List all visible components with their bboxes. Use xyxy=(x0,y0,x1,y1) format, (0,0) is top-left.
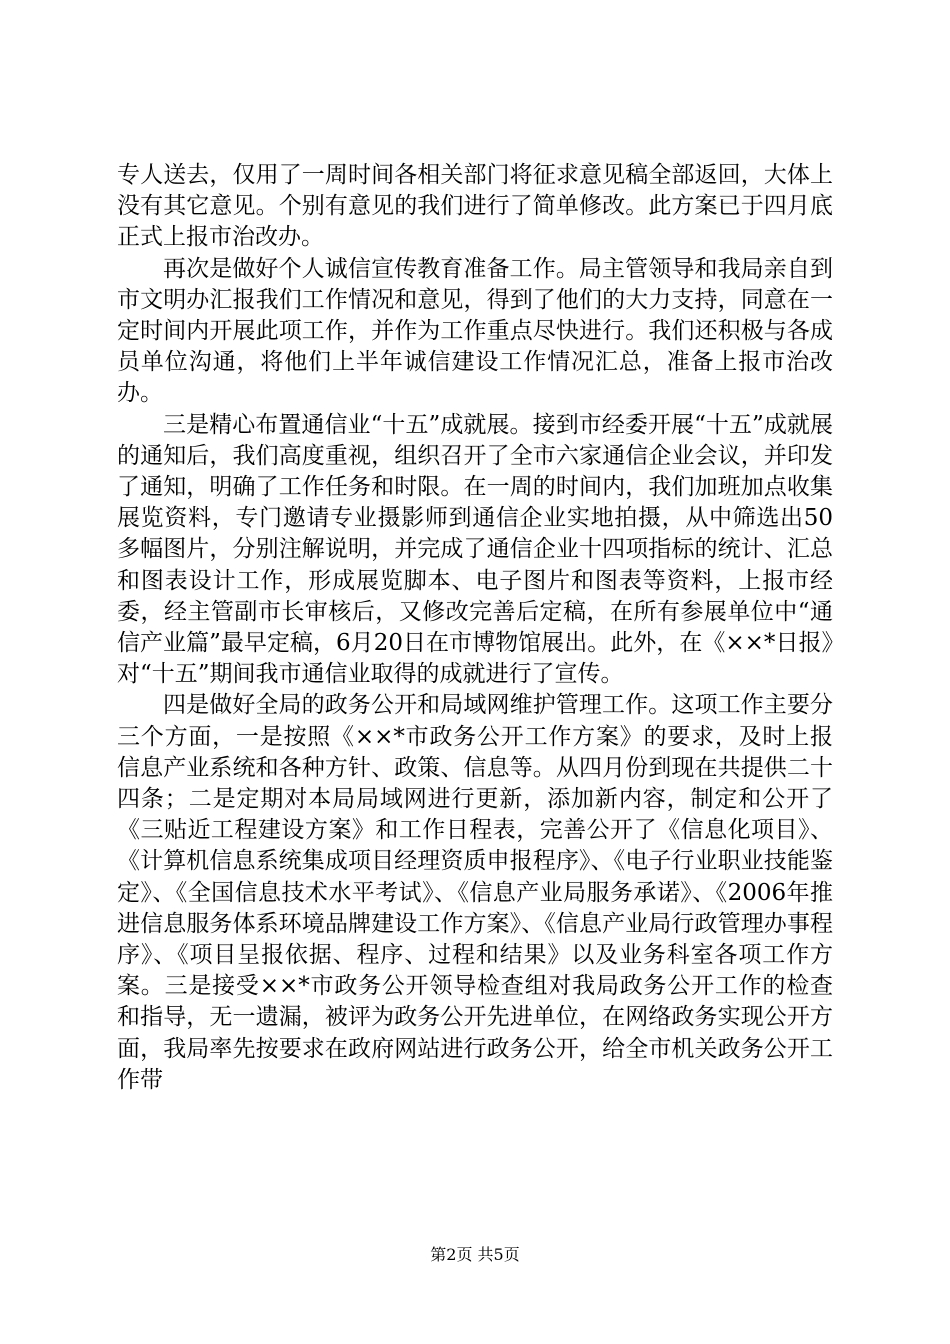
paragraph-integrity-education: 再次是做好个人诚信宣传教育准备工作。局主管领导和我局亲自到市文明办汇报我们工作情况和意见，得到了他们的大力支持，同意在一定时间内开展此项工作，并作为工作重点尽快进行。我们还积极与各成员单位沟通，将他们上半年诚信建设工作情况汇总，准备上报市治改办。 xyxy=(117,255,833,407)
document-body xyxy=(117,160,833,1096)
page-number-footer: 第2页 共5页 xyxy=(430,1245,520,1264)
paragraph-government-affairs: 四是做好全局的政务公开和局域网维护管理工作。这项工作主要分三个方面，一是按照《××*市政务公开工作方案》的要求，及时上报信息产业系统和各种方针、政策、信息等。从四月份到现在共提供二十四条；二是定期对本局局域网进行更新，添加新内容，制定和公开了《三贴近工程建设方案》和工作日程表，完善公开了《信息化项目》、《计算机信息系统集成项目经理资质申报程序》、《电子行业职业技能鉴定》、《全国信息技术水平考试》、《信息产业局服务承诺》、《2006年推进信息服务体系环境品牌建设工作方案》、《信息产业局行政管理办事程序》、《项目呈报依据、程序、过程和结果》以及业务科室各项工作方案。三是接受××*市政务公开领导检查组对我局政务公开工作的检查和指导，无一遗漏，被评为政务公开先进单位，在网络政务实现公开方面，我局率先按要求在政府网站进行政务公开，给全市机关政务公开工作带 xyxy=(117,692,833,1093)
paragraph-achievement-exhibition: 三是精心布置通信业“十五”成就展。接到市经委开展“十五”成就展的通知后，我们高度重视，组织召开了全市六家通信企业会议，并印发了通知，明确了工作任务和时限。在一周的时间内，我们加班加点收集展览资料，专门邀请专业摄影师到通信企业实地拍摄，从中筛选出50多幅图片，分别注解说明，并完成了通信企业十四项指标的统计、汇总和图表设计工作，形成展览脚本、电子图片和图表等资料，上报市经委，经主管副市长审核后，又修改完善后定稿，在所有参展单位中“通信产业篇”最早定稿，6月20日在市博物馆展出。此外，在《××*日报》对“十五”期间我市通信业取得的成就进行了宣传。 xyxy=(117,411,833,688)
paragraph-continuation: 专人送去，仅用了一周时间各相关部门将征求意见稿全部返回，大体上没有其它意见。个别有意见的我们进行了简单修改。此方案已于四月底正式上报市治改办。 xyxy=(117,162,833,251)
